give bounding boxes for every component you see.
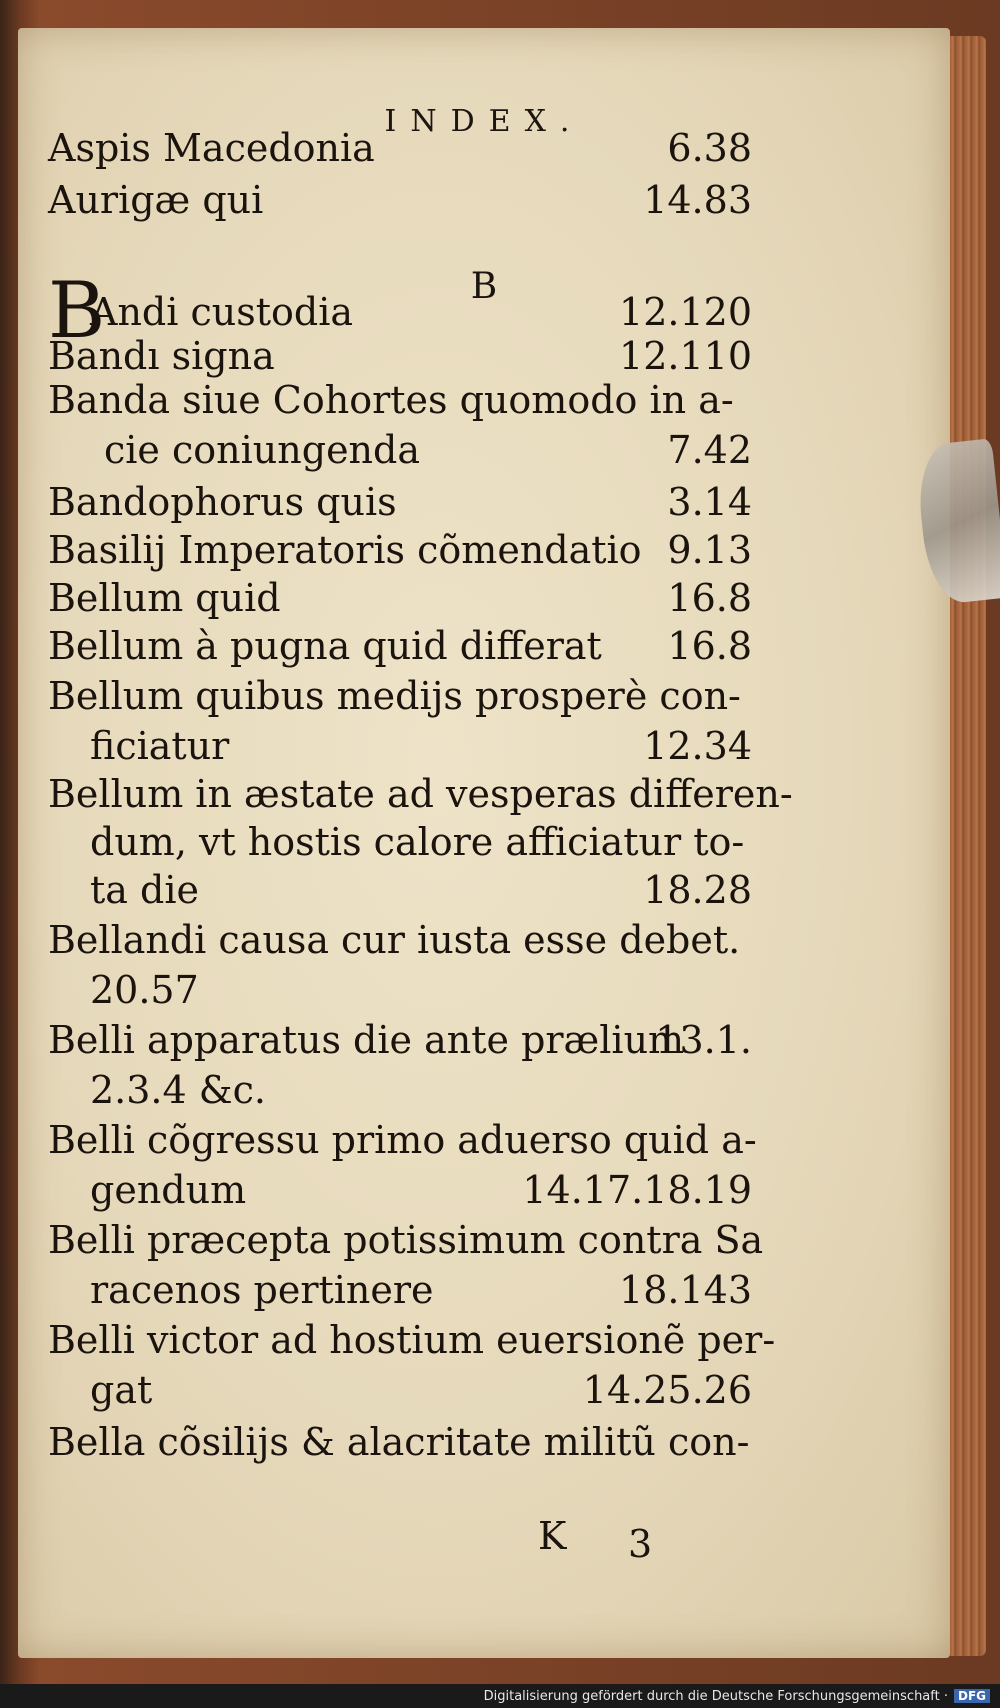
index-line: racenos pertinere 18.143 [90,1268,752,1312]
index-line: Bellum quibus medijs prosperè con- [48,674,741,718]
index-line: Bandophorus quis 3.14 [48,480,752,524]
index-line: ta die 18.28 [90,868,752,912]
index-line: Basilij Imperatoris cõmendatio 9.13 [48,528,752,572]
index-line: dum, vt hostis calore afficiatur to- [90,820,745,864]
index-line: Belli victor ad hostium euersionẽ per- [48,1318,776,1362]
index-line: Bella cõsilijs & alacritate militũ con- [48,1420,750,1464]
book-page-edges [950,36,986,1656]
signature-number: 3 [628,1522,653,1566]
section-letter: B [470,266,498,307]
index-line: 2.3.4 &c. [90,1068,266,1112]
index-line: Aurigæ qui 14.83 [48,178,752,222]
index-line: Belli præcepta potissimum contra Sa [48,1218,764,1262]
index-line: Bellum in æstate ad vesperas differen- [48,772,793,816]
index-line: Andi custodia 12.120 [90,290,752,334]
dfg-logo: DFG [954,1689,990,1703]
credit-text: Digitalisierung gefördert durch die Deutsche Forschungsgemeinschaft · [483,1688,948,1704]
index-line: Belli apparatus die ante prælium 13.1. [48,1018,752,1062]
index-line: Belli cõgressu primo aduerso quid a- [48,1118,757,1162]
book-page [18,28,950,1658]
index-line: Aspis Macedonia 6.38 [48,126,752,170]
signature-mark: K [538,1514,567,1558]
index-line: ficiatur 12.34 [90,724,752,768]
index-line: gendum 14.17.18.19 [90,1168,752,1212]
index-line: Bandı signa 12.110 [48,334,752,378]
index-line: Bellandi causa cur iusta esse debet. [48,918,741,962]
index-line: gat 14.25.26 [90,1368,752,1412]
running-header: INDEX. [384,104,584,139]
index-line: Bellum quid 16.8 [48,576,752,620]
digitization-credit-bar [0,1684,1000,1708]
index-line: Banda siue Cohortes quomodo in a- [48,378,734,422]
index-line: 20.57 [90,968,199,1012]
index-line: cie coniungenda 7.42 [104,428,752,472]
index-line: Bellum à pugna quid differat 16.8 [48,624,752,668]
initial-capital-b: B [48,266,106,356]
